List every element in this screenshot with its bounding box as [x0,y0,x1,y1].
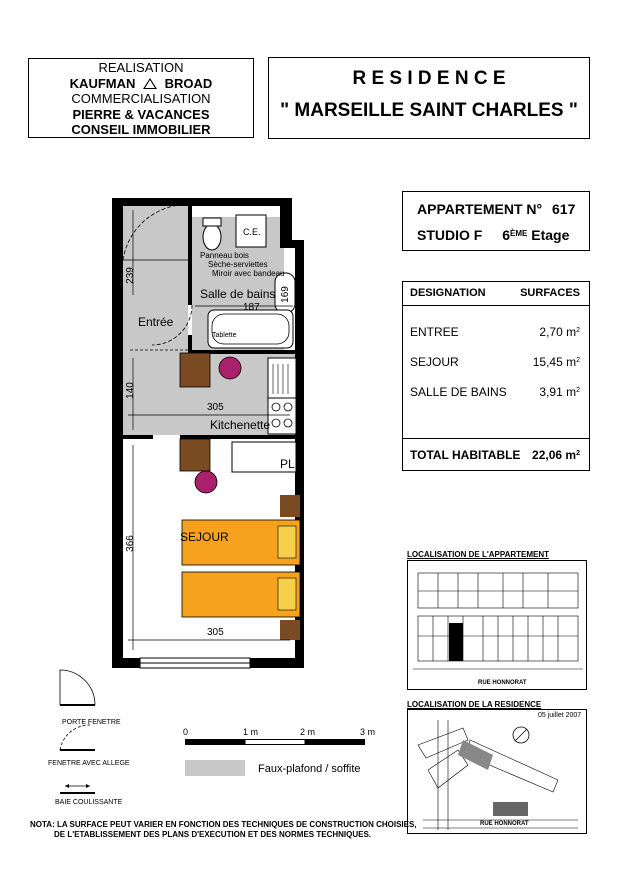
broad-label: BROAD [164,75,213,91]
surface-name: ENTREE [410,325,459,339]
surface-value: 3,91 m [539,385,577,399]
commercialisation-label: COMMERCIALISATION [71,91,211,106]
surface-name: SALLE DE BAINS [410,385,507,399]
residence-label: R E S I D E N C E [352,68,506,89]
dim-187: 187 [243,302,260,313]
kitchen-sink-icon [268,358,296,398]
apartment-label: APPARTEMENT N° [417,201,543,217]
dim-305-bottom: 305 [207,627,224,638]
scale-2: 2 m [300,727,316,737]
apartment-highlight [449,623,463,661]
surface-name: SEJOUR [410,355,459,369]
floor-label: Etage [531,227,570,243]
triangle-logo-icon [143,78,157,89]
rue-honnorat-label: RUE HONNORAT [478,680,527,686]
date-label: 05 juillet 2007 [538,712,582,719]
kaufman-label: KAUFMAN [69,75,136,91]
dim-366: 366 [124,535,136,552]
loc-residence-title: LOCALISATION DE LA RESIDENCE [407,700,542,709]
kitchenette-label: Kitchenette [210,418,271,432]
floor-suffix: ÈME [510,229,528,238]
faux-plafond-label: Faux-plafond / soffite [258,763,361,775]
seche-label: Sèche-serviettes [208,260,268,269]
baie-coulissante-icon [60,784,95,793]
entree-label: Entrée [138,315,174,329]
realisation-label: REALISATION [98,60,184,75]
apartment-number: 617 [552,201,576,217]
surface-value: 2,70 m [539,325,577,339]
wc-icon [203,224,221,250]
miroir-label: Miroir avec bandeau [212,269,285,278]
dim-140: 140 [124,382,136,399]
surfaces-header: SURFACES [520,287,580,299]
pierre-vacances-label: PIERRE & VACANCES [72,106,210,122]
conseil-immobilier-label: CONSEIL IMMOBILIER [71,122,211,137]
salle-de-bains-label: Salle de bains [200,287,276,301]
nightstand-top [280,495,300,517]
dim-169: 169 [279,286,291,303]
cooktop-icon [268,398,296,434]
table-bottom [180,439,210,471]
tablette-label: Tablette [212,332,237,339]
table-top [180,353,210,387]
surfaces-table [402,281,590,471]
site-map [408,710,586,833]
dim-305-top: 305 [207,402,224,413]
scale-bar [185,739,365,745]
panneau-label: Panneau bois [200,251,249,260]
residence-box [268,57,590,139]
scale-0: 0 [183,727,189,737]
scale-1: 1 m [243,727,259,737]
total-value: 22,06 m [532,448,577,462]
loc-residence-map [407,709,587,834]
stool-top [219,357,241,379]
sejour-label: SEJOUR [180,530,229,544]
total-label: TOTAL HABITABLE [410,448,521,462]
pl-label: PL [280,457,295,471]
surface-value: 15,45 m [532,355,577,369]
apartment-type: STUDIO F [417,227,483,243]
residence-name: " MARSEILLE SAINT CHARLES " [280,100,578,121]
nightstand-bottom [280,620,300,640]
apartment-box [402,191,590,251]
scale-3: 3 m [360,727,376,737]
note-line1: NOTA: LA SURFACE PEUT VARIER EN FONCTION DES TECHNIQUES DE CONSTRUCTION CHOISIES, [30,820,417,829]
porte-fenetre-label: PORTE FENETRE [62,719,121,726]
loc-appartement-map [407,560,587,690]
fenetre-allege-icon [60,725,95,750]
dim-239: 239 [124,267,136,284]
porte-fenetre-icon [60,670,95,705]
ce-label: C.E. [243,227,261,237]
fenetre-allege-label: FENETRE AVEC ALLEGE [48,760,130,767]
floor-number: 6 [502,227,511,243]
loc-appartement-title: LOCALISATION DE L'APPARTEMENT [407,550,550,559]
legend-symbols [55,665,115,810]
stool-bottom [195,471,217,493]
designation-header: DESIGNATION [410,287,486,299]
residence-highlight [493,802,528,816]
baie-label: BAIE COULISSANTE [55,799,123,806]
note-line2: DE L'ETABLISSEMENT DES PLANS D'EXECUTION ET DES NORMES TECHNIQUES. [54,830,372,839]
building-plan-map [408,561,586,689]
rue-honnorat-label-b: RUE HONNORAT [480,821,529,827]
developer-box [28,58,254,138]
faux-plafond-swatch [185,760,245,776]
